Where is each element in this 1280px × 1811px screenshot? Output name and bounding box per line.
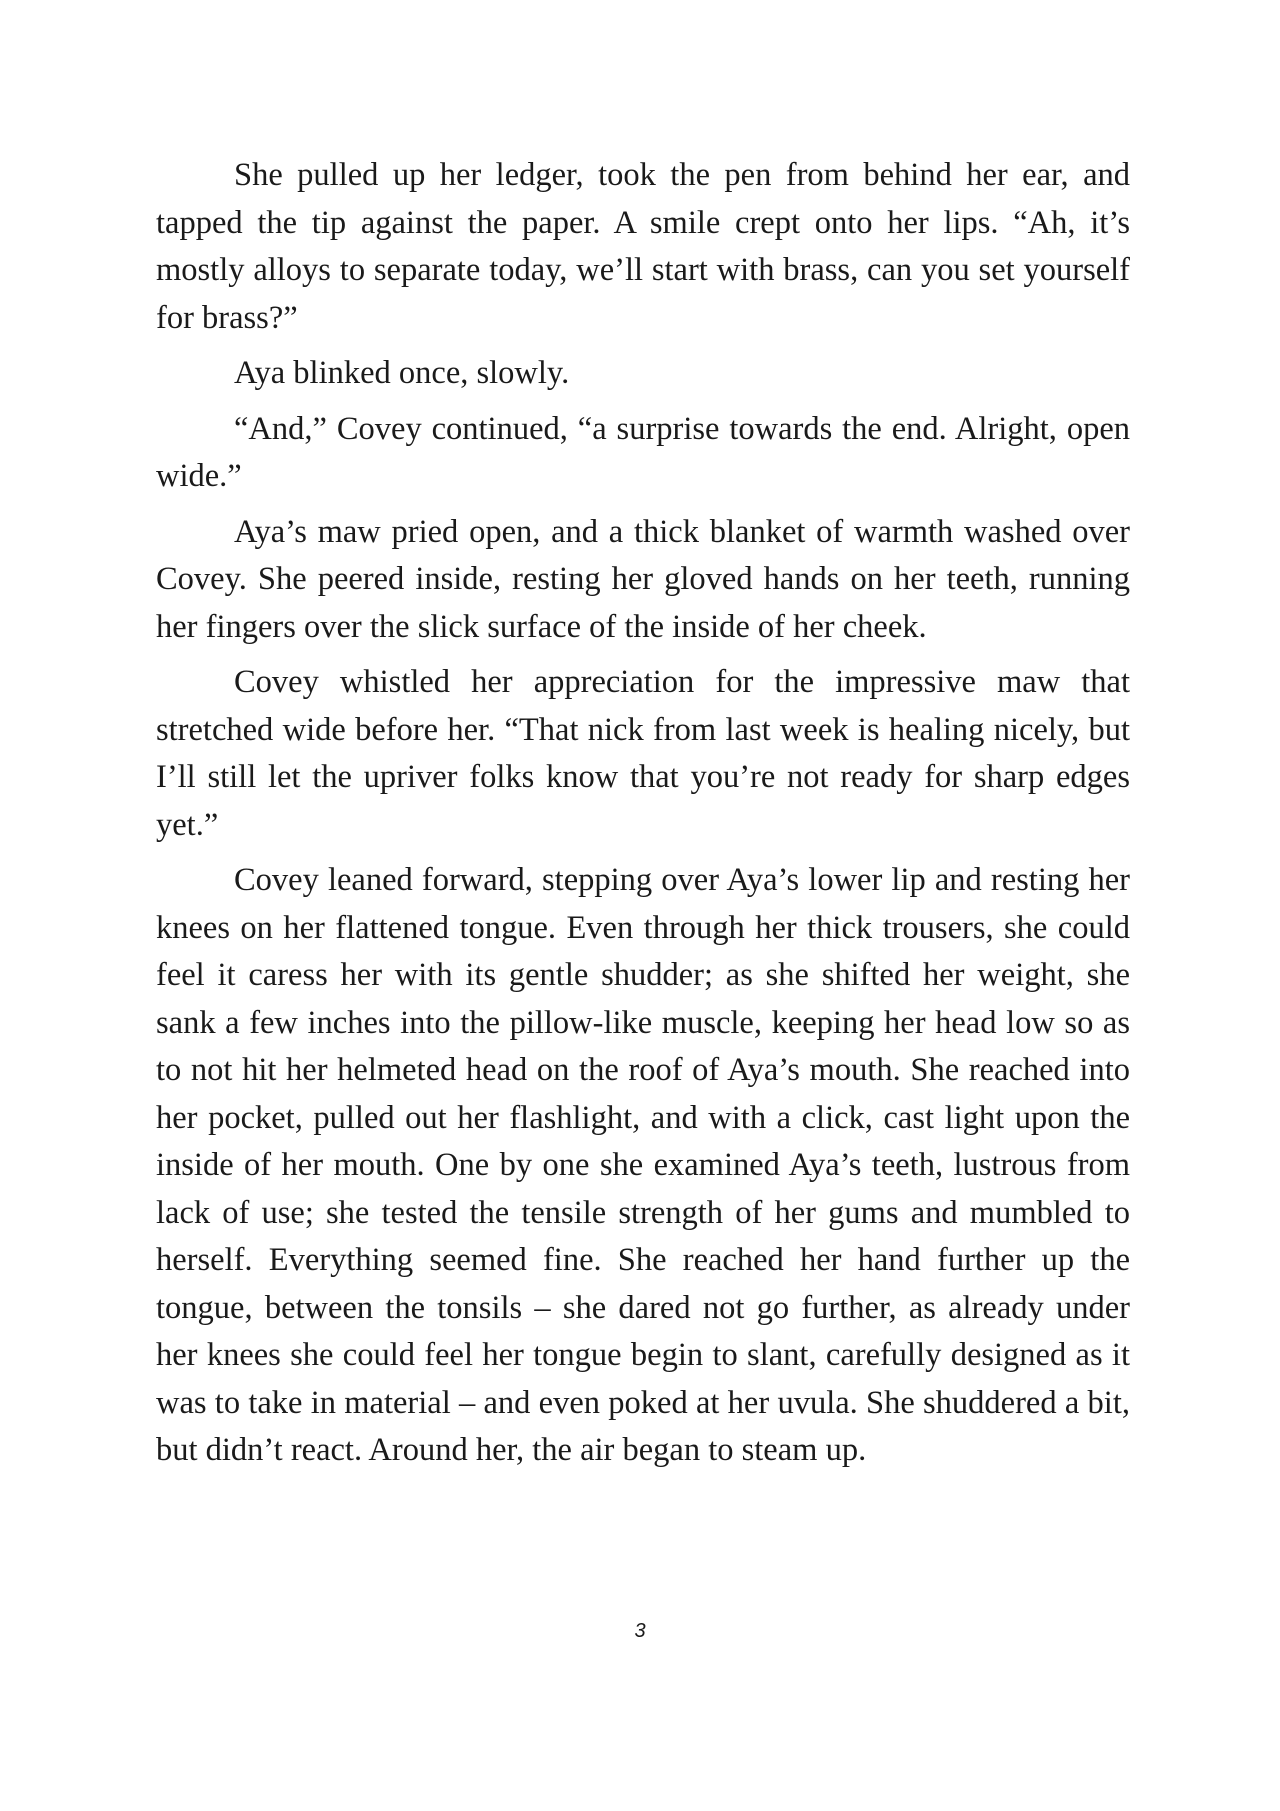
- paragraph-4: Aya’s maw pried open, and a thick blanket of warmth washed over Covey. She peered inside, resting her gloved hands on her teeth, running her fingers over the slick surface of the inside of her cheek.: [156, 513, 1130, 645]
- page-number: 3: [634, 1620, 646, 1642]
- body-text: [156, 152, 1130, 1483]
- paragraph-3: “And,” Covey continued, “a surprise towards the end. Alright, open wide.”: [156, 410, 1130, 494]
- paragraph-1: She pulled up her ledger, took the pen from behind her ear, and tapped the tip against the paper. A smile crept onto her lips. “Ah, it’s mostly alloys to separate today, we’ll start with brass, can you set yourself for brass?”: [156, 157, 1130, 336]
- paragraph-5: Covey whistled her appreciation for the impressive maw that stretched wide before her. “That nick from last week is healing nicely, but I’ll still let the upriver folks know that you’re not ready for sharp edges yet.”: [156, 664, 1130, 843]
- paragraph-6: Covey leaned forward, stepping over Aya’s lower lip and resting her knees on her flattened tongue. Even through her thick trousers, she could feel it caress her with its gentle shudder; as she shifted her weight, she sank a few inches into the pillow-like muscle, keeping her head low so as to not hit her helmeted head on the roof of Aya’s mouth. She reached into her pocket, pulled out her flashlight, and with a click, cast light upon the inside of her mouth. One by one she examined Aya’s teeth, lustrous from lack of use; she tested the tensile strength of her gums and mumbled to herself. Everything seemed fine. She reached her hand further up the tongue, between the tonsils – she dared not go further, as already under her knees she could feel her tongue begin to slant, carefully designed as it was to take in material – and even poked at her uvula. She shuddered a bit, but didn’t react. Around her, the air began to steam up.: [156, 862, 1130, 1468]
- paragraph-2: Aya blinked once, slowly.: [234, 355, 570, 391]
